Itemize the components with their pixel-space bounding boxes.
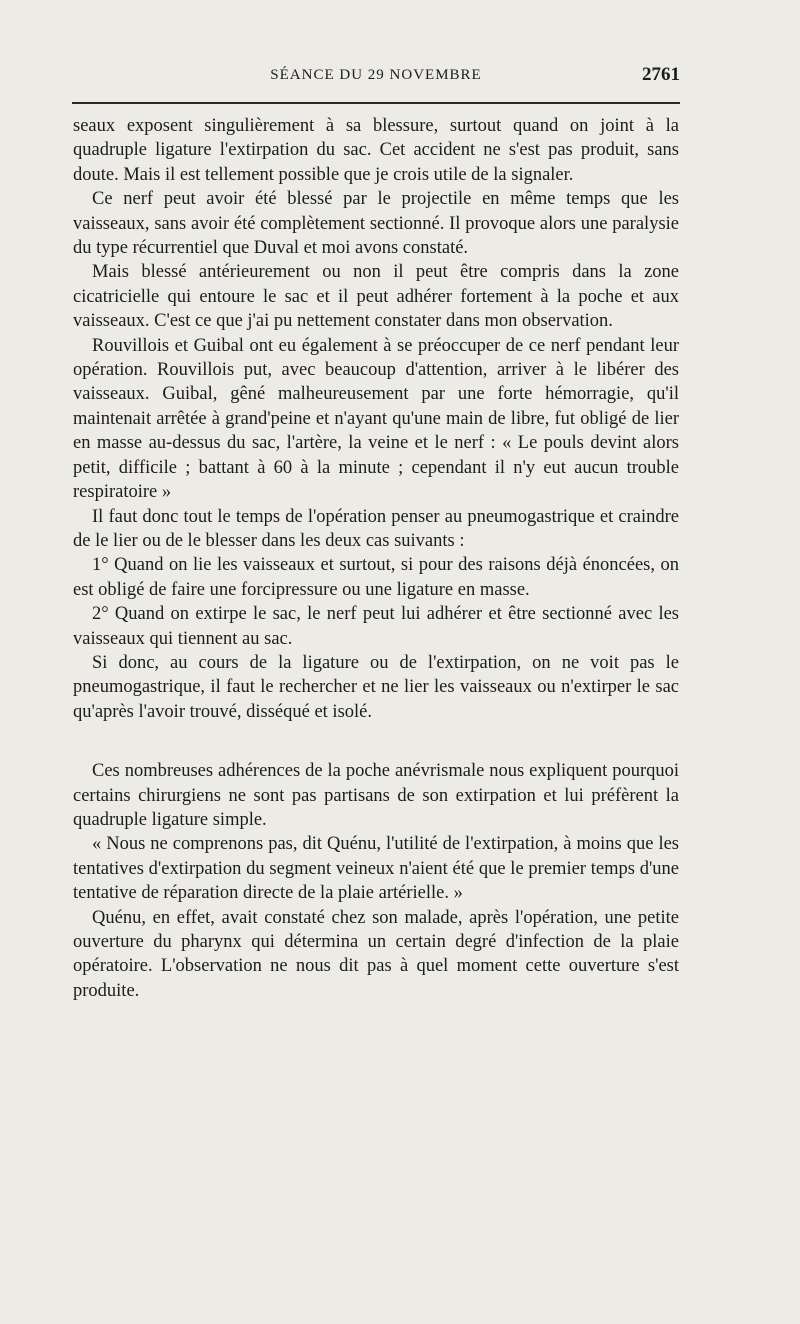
paragraph-continued: seaux exposent singulièrement à sa blessure, surtout quand on joint à la quadruple ligature l'extirpation du sac. Cet accident ne s'est pas produit, sans doute. Mais il est tellement possible que je crois utile de la signaler. bbox=[73, 116, 679, 185]
paragraph: Rouvillois et Guibal ont eu également à se préoccuper de ce nerf pendant leur opération. Rouvillois put, avec beaucoup d'attention, arriver à le libérer des vaisseaux. Guibal, gêné malheureusement par une forte hémorragie, qu'il maintenait arrêtée à grand'peine et n'ayant qu'une main de libre, fut obligé de lier en masse au-dessus du sac, l'artère, la veine et le nerf : « Le pouls devint alors petit, difficile ; battant à 60 à la minute ; cependant il n'y eut aucun trouble respiratoire » bbox=[73, 335, 679, 503]
paragraph: Mais blessé antérieurement ou non il peut être compris dans la zone cicatricielle qui entoure le sac et il peut adhérer fortement à la poche et aux vaisseaux. C'est ce que j'ai pu nettement constater dans mon observation. bbox=[73, 262, 679, 332]
page-number: 2761 bbox=[642, 64, 680, 85]
running-title: SÉANCE DU 29 NOVEMBRE bbox=[270, 67, 482, 83]
header-rule bbox=[72, 102, 680, 104]
paragraph: Si donc, au cours de la ligature ou de l'extirpation, on ne voit pas le pneumogastrique, il faut le rechercher et ne lier les vaisseaux ou n'extirper le sac qu'après l'avoir trouvé, disséqué et isolé. bbox=[73, 652, 679, 722]
paragraph-quote: « Nous ne comprenons pas, dit Quénu, l'utilité de l'extirpation, à moins que les tentatives d'extirpation du segment veineux n'aient été que le premier temps d'une tentative de réparation directe de la plaie artérielle. » bbox=[73, 834, 679, 904]
paragraph: Quénu, en effet, avait constaté chez son malade, après l'opération, une petite ouverture du pharynx qui détermina un certain degré d'infection de la plaie opératoire. L'observation ne nous dit pas à quel moment cette ouverture s'est produite. bbox=[73, 907, 679, 1001]
paragraph: Il faut donc tout le temps de l'opération penser au pneumogastrique et craindre de le lier ou de le blesser dans les deux cas suivants : bbox=[73, 506, 679, 551]
body-text bbox=[73, 114, 679, 1003]
paragraph-list-item-1: 1° Quand on lie les vaisseaux et surtout, si pour des raisons déjà énoncées, on est obligé de faire une forcipressure ou une ligature en masse. bbox=[73, 555, 679, 600]
paragraph: Ce nerf peut avoir été blessé par le projectile en même temps que les vaisseaux, sans avoir été complètement sectionné. Il provoque alors une paralysie du type récurrentiel que Duval et moi avons constaté. bbox=[73, 189, 679, 259]
paragraph-list-item-2: 2° Quand on extirpe le sac, le nerf peut lui adhérer et être sectionné avec les vaisseaux qui tiennent au sac. bbox=[73, 604, 679, 649]
paragraph: Ces nombreuses adhérences de la poche anévrismale nous expliquent pourquoi certains chirurgiens ne sont pas partisans de son extirpation et lui préfèrent la quadruple ligature simple. bbox=[73, 761, 679, 830]
page-header bbox=[72, 60, 680, 90]
